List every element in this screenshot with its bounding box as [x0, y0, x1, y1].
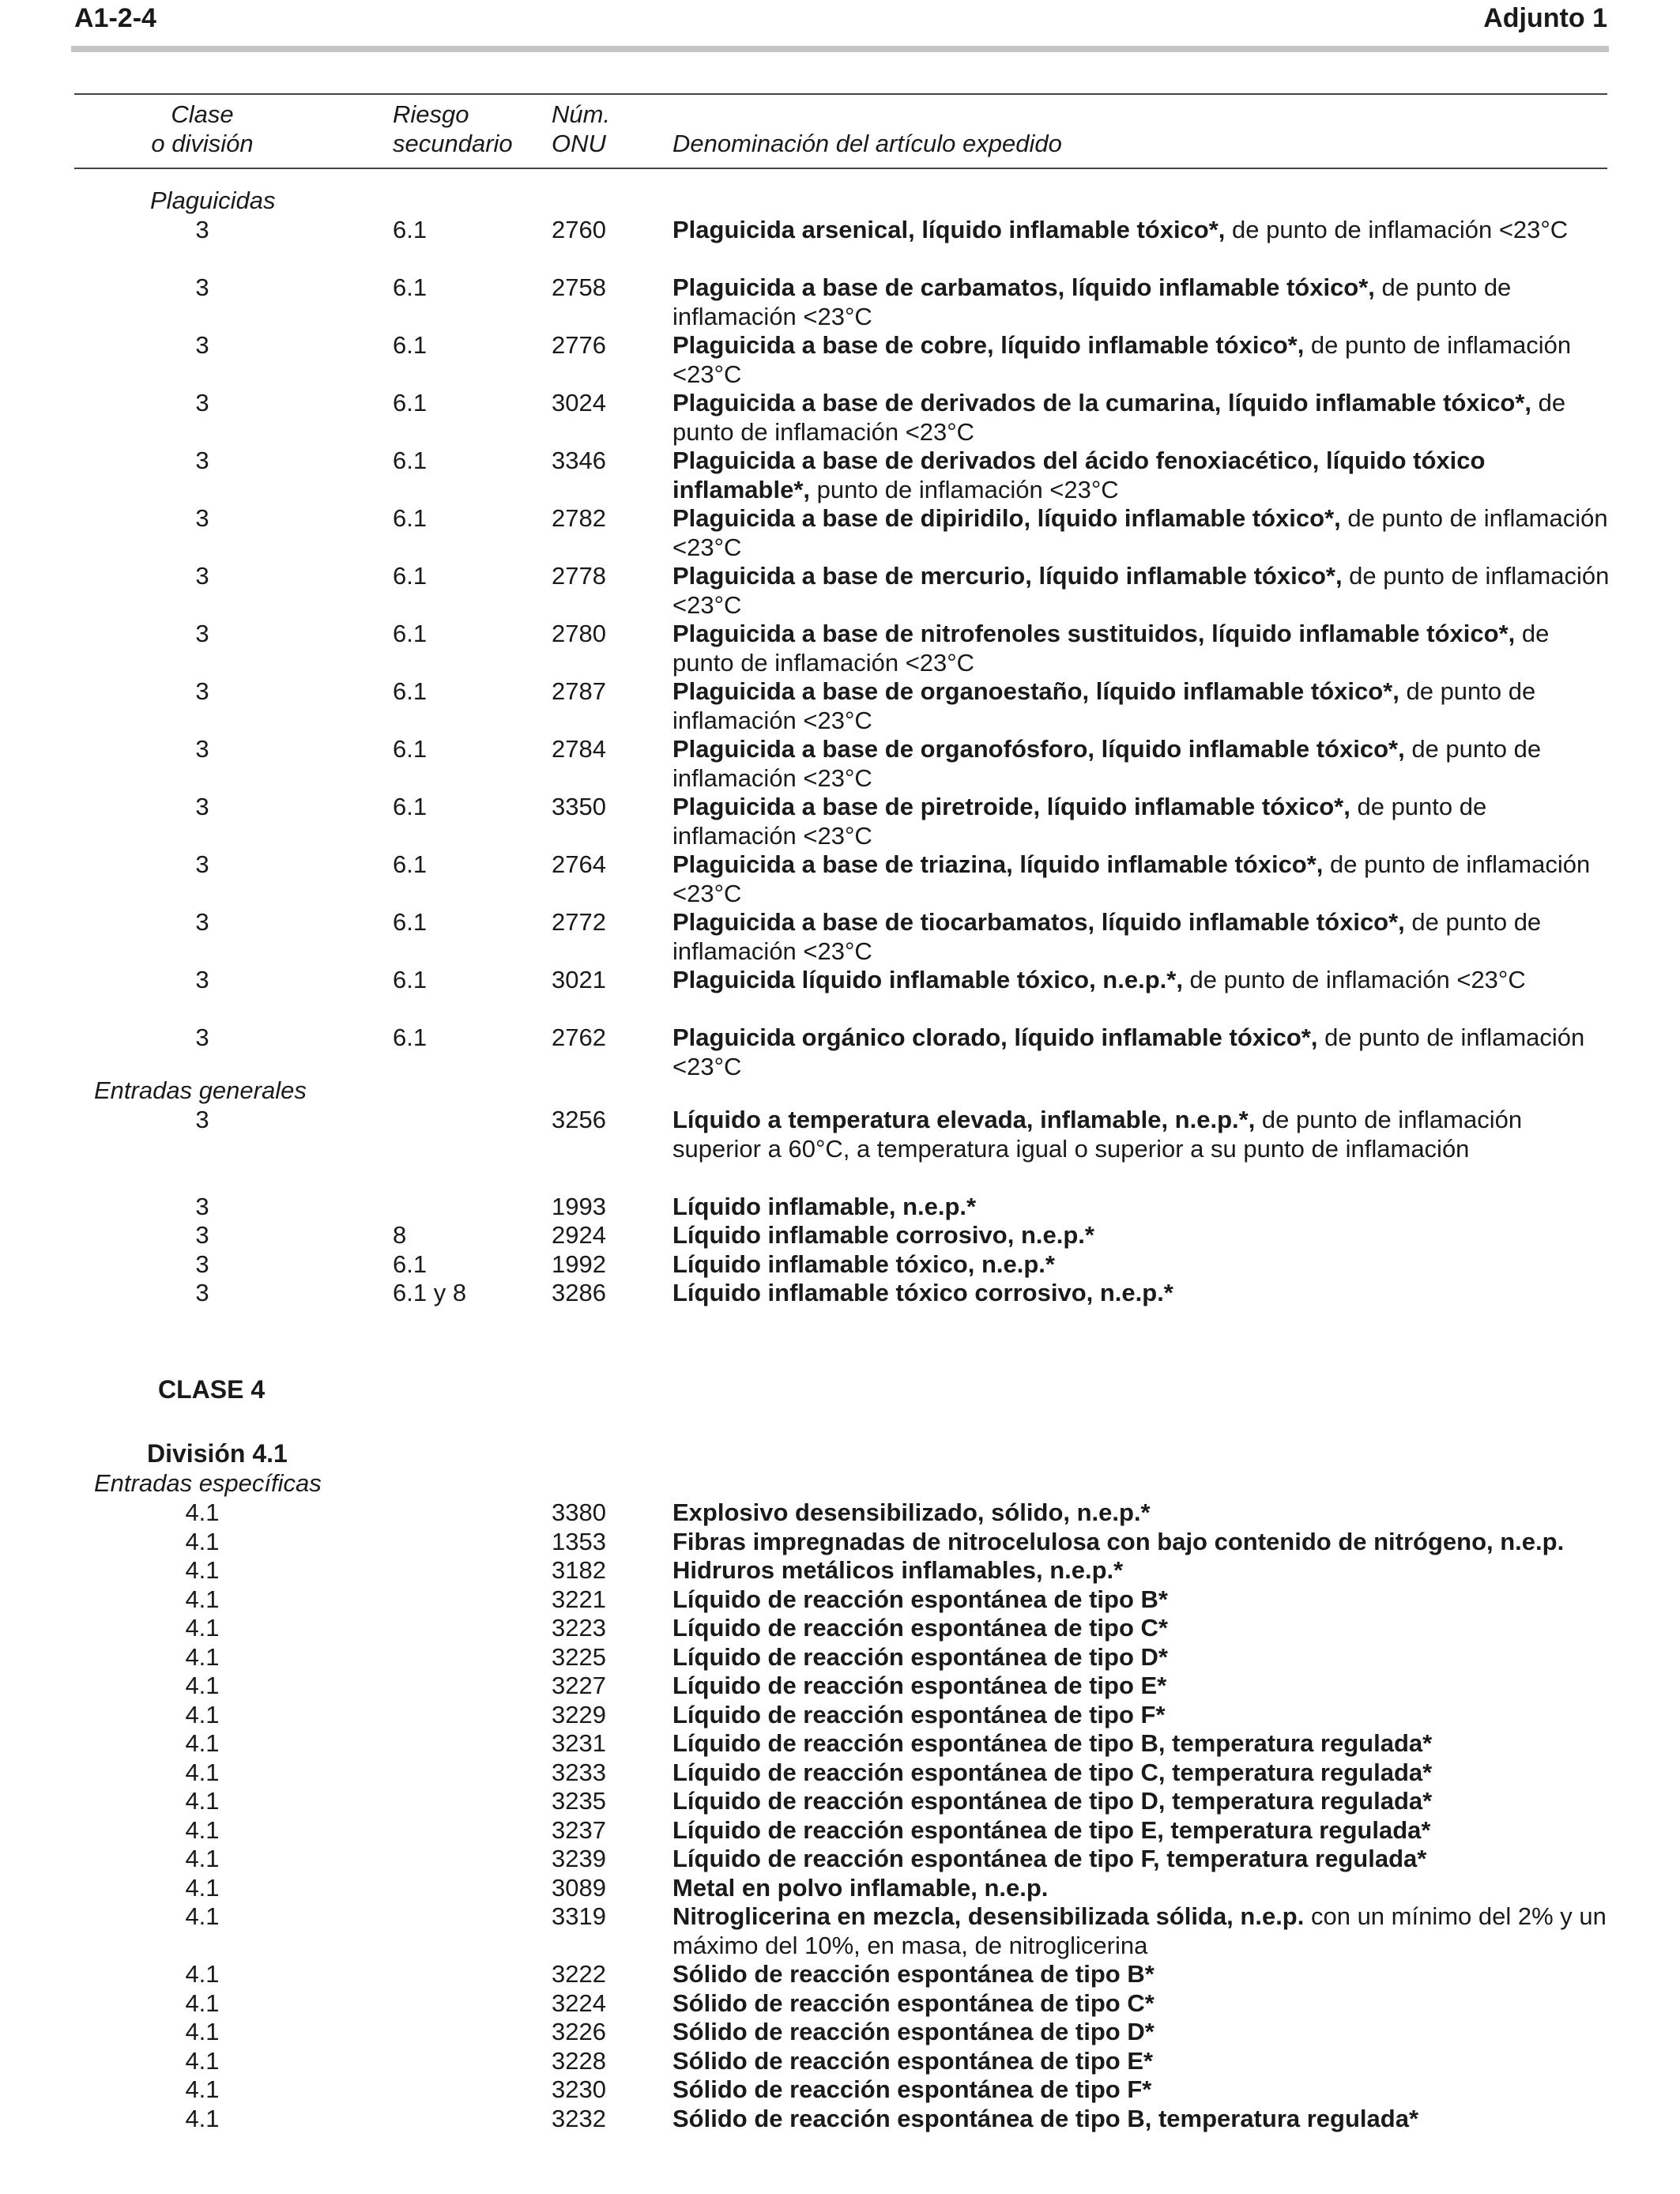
col-header-riesgo-line2: secundario — [393, 130, 513, 157]
cell-num-onu: 3233 — [552, 1758, 606, 1786]
cell-denominacion — [672, 1613, 1610, 1642]
cell-num-onu: 3239 — [552, 1845, 606, 1872]
cell-clase: 3 — [195, 1106, 209, 1133]
denominacion-text: de punto de inflamación <23°C — [672, 389, 1566, 446]
denominacion-bold: Líquido de reacción espontánea de tipo E* — [672, 1672, 1167, 1699]
cell-denominacion — [672, 1786, 1610, 1815]
denominacion-bold: Metal en polvo inflamable, n.e.p. — [672, 1873, 1049, 1902]
cell-riesgo: 6.1 — [393, 562, 428, 590]
cell-denominacion — [672, 388, 1610, 447]
denominacion-bold: Líquido inflamable corrosivo, n.e.p.* — [672, 1221, 1094, 1249]
cell-num-onu: 3222 — [552, 1960, 606, 1988]
cell-clase: 4.1 — [185, 1815, 220, 1844]
denominacion-bold: Líquido a temperatura elevada, inflamable, n.e.p.*, — [672, 1106, 1256, 1133]
cell-denominacion — [672, 2017, 1610, 2046]
denominacion-bold: Explosivo desensibilizado, sólido, n.e.p.* — [672, 1498, 1151, 1526]
cell-denominacion — [672, 2046, 1610, 2075]
cell-denominacion — [672, 1959, 1610, 1989]
cell-clase: 4.1 — [185, 1556, 220, 1584]
cell-denominacion — [672, 561, 1610, 620]
denominacion-bold: Plaguicida a base de cobre, líquido inflamable tóxico*, — [672, 331, 1305, 359]
cell-clase: 3 — [195, 1192, 209, 1220]
denominacion-text: de punto de inflamación superior a 60°C, a temperatura igual o superior a su punto de inflamación — [672, 1106, 1523, 1163]
denominacion-bold: Plaguicida arsenical, líquido inflamable tóxico*, — [672, 216, 1226, 243]
header-rule — [71, 46, 1609, 52]
division-4-1-heading: División 4.1 — [147, 1439, 288, 1468]
denominacion-bold: Sólido de reacción espontánea de tipo E* — [672, 2046, 1154, 2075]
denominacion-bold: Sólido de reacción espontánea de tipo F* — [672, 2075, 1152, 2103]
denominacion-text: de punto de inflamación <23°C — [672, 735, 1542, 792]
cell-clase: 3 — [195, 273, 209, 301]
denominacion-bold: Plaguicida a base de mercurio, líquido inflamable tóxico*, — [672, 562, 1343, 590]
denominacion-bold: Plaguicida líquido inflamable tóxico, n.e.p.*, — [672, 966, 1183, 993]
cell-riesgo: 6.1 — [393, 966, 428, 993]
cell-num-onu: 3237 — [552, 1815, 606, 1844]
cell-riesgo: 6.1 — [393, 273, 428, 301]
cell-denominacion — [672, 1902, 1610, 1960]
cell-riesgo: 8 — [393, 1221, 407, 1249]
cell-num-onu: 2784 — [552, 735, 606, 763]
cell-clase: 3 — [195, 1250, 209, 1278]
denominacion-text: de punto de inflamación <23°C — [1182, 966, 1526, 993]
denominacion-bold: Líquido inflamable, n.e.p.* — [672, 1192, 977, 1220]
cell-denominacion — [672, 1815, 1610, 1845]
denominacion-text: de punto de inflamación <23°C — [672, 273, 1512, 330]
attachment-label: Adjunto 1 — [1483, 3, 1607, 33]
cell-denominacion — [672, 1250, 1610, 1279]
cell-num-onu: 2778 — [552, 562, 606, 590]
denominacion-text: de punto de inflamación <23°C — [672, 850, 1591, 907]
denominacion-text: de punto de inflamación <23°C — [672, 793, 1487, 850]
cell-clase: 4.1 — [185, 2075, 220, 2103]
denominacion-text: de punto de inflamación <23°C — [1225, 216, 1569, 243]
cell-clase: 3 — [195, 389, 209, 417]
denominacion-bold: Plaguicida orgánico clorado, líquido inflamable tóxico*, — [672, 1023, 1318, 1051]
cell-denominacion — [672, 446, 1610, 504]
denominacion-bold: Plaguicida a base de nitrofenoles sustituidos, líquido inflamable tóxico*, — [672, 620, 1516, 647]
denominacion-bold: Sólido de reacción espontánea de tipo B, temperatura regulada* — [672, 2104, 1419, 2132]
cell-num-onu: 2924 — [552, 1221, 606, 1249]
cell-riesgo: 6.1 — [393, 850, 428, 878]
page-number: A1-2-4 — [74, 3, 156, 33]
cell-denominacion — [672, 1555, 1610, 1585]
cell-denominacion — [672, 1498, 1610, 1527]
denominacion-bold: Hidruros metálicos inflamables, n.e.p.* — [672, 1556, 1124, 1584]
cell-denominacion — [672, 1758, 1610, 1787]
cell-num-onu: 1992 — [552, 1250, 606, 1278]
cell-denominacion — [672, 907, 1610, 966]
denominacion-bold: Plaguicida a base de organoestaño, líquido inflamable tóxico*, — [672, 677, 1399, 705]
denominacion-bold: Plaguicida a base de triazina, líquido inflamable tóxico*, — [672, 850, 1324, 878]
cell-riesgo: 6.1 — [393, 1023, 428, 1051]
denominacion-bold: Líquido de reacción espontánea de tipo B, temperatura regulada* — [672, 1729, 1433, 1757]
cell-riesgo: 6.1 — [393, 504, 428, 532]
cell-riesgo: 6.1 y 8 — [393, 1279, 467, 1306]
cell-num-onu: 3380 — [552, 1498, 606, 1526]
cell-clase: 3 — [195, 447, 209, 474]
cell-denominacion — [672, 677, 1610, 735]
denominacion-bold: Líquido de reacción espontánea de tipo B* — [672, 1585, 1168, 1613]
cell-num-onu: 2760 — [552, 216, 606, 243]
cell-denominacion — [672, 850, 1610, 908]
cell-num-onu: 3231 — [552, 1729, 606, 1757]
cell-num-onu: 3227 — [552, 1672, 606, 1699]
cell-riesgo: 6.1 — [393, 447, 428, 474]
denominacion-bold: Sólido de reacción espontánea de tipo C* — [672, 1989, 1155, 2017]
denominacion-text: de punto de inflamación <23°C — [672, 1023, 1585, 1080]
cell-clase: 3 — [195, 1023, 209, 1051]
cell-clase: 3 — [195, 331, 209, 359]
cell-clase: 4.1 — [185, 1787, 220, 1815]
cell-riesgo: 6.1 — [393, 1250, 428, 1278]
cell-clase: 4.1 — [185, 1758, 220, 1786]
cell-riesgo: 6.1 — [393, 793, 428, 820]
cell-num-onu: 3224 — [552, 1989, 606, 2017]
cell-num-onu: 3346 — [552, 447, 606, 474]
cell-denominacion — [672, 619, 1610, 677]
cell-clase: 3 — [195, 1221, 209, 1249]
cell-num-onu: 2782 — [552, 504, 606, 532]
denominacion-bold: Nitroglicerina en mezcla, desensibilizada sólida, n.e.p. — [672, 1902, 1305, 1930]
cell-denominacion — [672, 1989, 1610, 2018]
denominacion-bold: Plaguicida a base de organofósforo, líquido inflamable tóxico*, — [672, 735, 1405, 763]
cell-denominacion — [672, 1023, 1610, 1081]
denominacion-bold: Plaguicida a base de piretroide, líquido inflamable tóxico*, — [672, 793, 1350, 820]
section-plaguicidas: Plaguicidas — [150, 187, 276, 214]
cell-clase: 4.1 — [185, 1845, 220, 1872]
denominacion-bold: Líquido de reacción espontánea de tipo D, temperatura regulada* — [672, 1787, 1433, 1815]
denominacion-bold: Líquido de reacción espontánea de tipo C, temperatura regulada* — [672, 1758, 1433, 1786]
cell-denominacion — [672, 734, 1610, 793]
cell-clase: 4.1 — [185, 2018, 220, 2045]
cell-denominacion — [672, 1844, 1610, 1873]
col-header-clase — [100, 100, 305, 158]
cell-denominacion — [672, 1220, 1610, 1250]
cell-clase: 3 — [195, 793, 209, 820]
denominacion-bold: Plaguicida a base de derivados del ácido fenoxiacético, líquido tóxico inflamable*, — [672, 447, 1486, 503]
col-header-clase-line2: o división — [151, 130, 254, 157]
table-header-rule — [74, 168, 1607, 169]
cell-clase: 4.1 — [185, 1989, 220, 2017]
denominacion-text: de punto de inflamación <23°C — [672, 562, 1610, 619]
cell-riesgo: 6.1 — [393, 677, 428, 705]
denominacion-bold: Fibras impregnadas de nitrocelulosa con bajo contenido de nitrógeno, n.e.p. — [672, 1527, 1565, 1555]
cell-clase: 3 — [195, 735, 209, 763]
cell-clase: 4.1 — [185, 1527, 220, 1555]
cell-denominacion — [672, 1527, 1610, 1556]
cell-num-onu: 3225 — [552, 1642, 606, 1671]
cell-num-onu: 3223 — [552, 1614, 606, 1642]
cell-denominacion — [672, 1873, 1610, 1902]
denominacion-text: de punto de inflamación <23°C — [672, 677, 1536, 734]
col-header-riesgo-line1: Riesgo — [393, 100, 469, 128]
cell-num-onu: 2762 — [552, 1023, 606, 1051]
denominacion-bold: Líquido inflamable tóxico, n.e.p.* — [672, 1250, 1055, 1278]
cell-clase: 3 — [195, 504, 209, 532]
cell-num-onu: 3229 — [552, 1700, 606, 1728]
cell-denominacion — [672, 503, 1610, 562]
cell-num-onu: 3024 — [552, 389, 606, 417]
cell-num-onu: 2758 — [552, 273, 606, 301]
cell-num-onu: 3230 — [552, 2075, 606, 2103]
denominacion-text: de punto de inflamación <23°C — [672, 620, 1550, 677]
cell-clase: 3 — [195, 850, 209, 878]
cell-num-onu: 3286 — [552, 1279, 606, 1306]
cell-denominacion — [672, 965, 1610, 994]
denominacion-bold: Líquido de reacción espontánea de tipo E, temperatura regulada* — [672, 1815, 1431, 1844]
denominacion-bold: Líquido de reacción espontánea de tipo F, temperatura regulada* — [672, 1845, 1427, 1872]
cell-num-onu: 3319 — [552, 1902, 606, 1930]
class-4-heading: CLASE 4 — [158, 1375, 266, 1404]
cell-riesgo: 6.1 — [393, 389, 428, 417]
cell-clase: 4.1 — [185, 1960, 220, 1988]
cell-clase: 3 — [195, 677, 209, 705]
cell-clase: 4.1 — [185, 1642, 220, 1671]
col-header-num-line1: Núm. — [552, 100, 611, 128]
cell-clase: 3 — [195, 1279, 209, 1306]
col-header-clase-line1: Clase — [171, 100, 234, 128]
cell-clase: 4.1 — [185, 2046, 220, 2075]
cell-clase: 4.1 — [185, 1902, 220, 1930]
col-header-num-line2: ONU — [552, 130, 606, 157]
cell-num-onu: 1993 — [552, 1192, 606, 1220]
cell-riesgo: 6.1 — [393, 620, 428, 647]
cell-num-onu: 3232 — [552, 2104, 606, 2132]
cell-denominacion — [672, 215, 1610, 244]
cell-num-onu: 3021 — [552, 966, 606, 993]
cell-num-onu: 2787 — [552, 677, 606, 705]
cell-clase: 4.1 — [185, 1614, 220, 1642]
denominacion-bold: Plaguicida a base de derivados de la cumarina, líquido inflamable tóxico*, — [672, 389, 1532, 417]
cell-num-onu: 3221 — [552, 1585, 606, 1613]
cell-clase: 4.1 — [185, 1672, 220, 1699]
denominacion-bold: Sólido de reacción espontánea de tipo B* — [672, 1960, 1155, 1988]
cell-num-onu: 3089 — [552, 1873, 606, 1902]
denominacion-bold: Sólido de reacción espontánea de tipo D* — [672, 2018, 1155, 2045]
denominacion-text: de punto de inflamación <23°C — [672, 331, 1572, 388]
cell-riesgo: 6.1 — [393, 331, 428, 359]
cell-num-onu: 3235 — [552, 1787, 606, 1815]
denominacion-bold: Plaguicida a base de dipiridilo, líquido inflamable tóxico*, — [672, 504, 1341, 532]
cell-clase: 3 — [195, 216, 209, 243]
cell-denominacion — [672, 792, 1610, 850]
cell-clase: 3 — [195, 620, 209, 647]
cell-denominacion — [672, 1278, 1610, 1307]
col-header-riesgo — [393, 100, 513, 158]
cell-clase: 4.1 — [185, 1498, 220, 1526]
section-entradas-especificas: Entradas específicas — [94, 1469, 322, 1497]
col-header-denominacion: Denominación del artículo expedido — [672, 130, 1062, 157]
cell-denominacion — [672, 1192, 1610, 1221]
denominacion-bold: Líquido inflamable tóxico corrosivo, n.e.p.* — [672, 1279, 1173, 1306]
cell-denominacion — [672, 2104, 1610, 2133]
denominacion-text: con un mínimo del 2% y un máximo del 10%, en masa, de nitroglicerina — [672, 1902, 1607, 1959]
cell-num-onu: 2780 — [552, 620, 606, 647]
cell-clase: 3 — [195, 966, 209, 993]
cell-clase: 4.1 — [185, 1585, 220, 1613]
denominacion-bold: Plaguicida a base de tiocarbamatos, líquido inflamable tóxico*, — [672, 908, 1405, 936]
cell-denominacion — [672, 2075, 1610, 2104]
cell-denominacion — [672, 1700, 1610, 1729]
denominacion-bold: Líquido de reacción espontánea de tipo C* — [672, 1614, 1168, 1642]
table-top-rule — [74, 93, 1607, 95]
cell-clase: 4.1 — [185, 1873, 220, 1902]
cell-denominacion — [672, 1728, 1610, 1758]
cell-denominacion — [672, 1105, 1610, 1163]
denominacion-bold: Líquido de reacción espontánea de tipo D* — [672, 1642, 1168, 1671]
cell-riesgo: 6.1 — [393, 908, 428, 936]
cell-denominacion — [672, 273, 1610, 331]
cell-denominacion — [672, 1642, 1610, 1672]
cell-num-onu: 2764 — [552, 850, 606, 878]
cell-num-onu: 2776 — [552, 331, 606, 359]
cell-num-onu: 2772 — [552, 908, 606, 936]
cell-riesgo: 6.1 — [393, 216, 428, 243]
cell-num-onu: 3350 — [552, 793, 606, 820]
cell-num-onu: 3228 — [552, 2046, 606, 2075]
denominacion-text: de punto de inflamación <23°C — [672, 504, 1608, 561]
denominacion-text: de punto de inflamación <23°C — [672, 908, 1542, 965]
denominacion-bold: Plaguicida a base de carbamatos, líquido inflamable tóxico*, — [672, 273, 1375, 301]
cell-clase: 4.1 — [185, 1729, 220, 1757]
cell-clase: 4.1 — [185, 1700, 220, 1728]
cell-riesgo: 6.1 — [393, 735, 428, 763]
cell-num-onu: 3226 — [552, 2018, 606, 2045]
cell-num-onu: 3182 — [552, 1556, 606, 1584]
cell-num-onu: 1353 — [552, 1527, 606, 1555]
cell-denominacion — [672, 1671, 1610, 1700]
cell-denominacion — [672, 330, 1610, 389]
cell-num-onu: 3256 — [552, 1106, 606, 1133]
cell-denominacion — [672, 1585, 1610, 1614]
denominacion-bold: Líquido de reacción espontánea de tipo F* — [672, 1700, 1166, 1728]
cell-clase: 3 — [195, 562, 209, 590]
col-header-num — [552, 100, 610, 158]
cell-clase: 4.1 — [185, 2104, 220, 2132]
denominacion-text: punto de inflamación <23°C — [810, 476, 1119, 503]
section-entradas-generales: Entradas generales — [94, 1076, 307, 1104]
cell-clase: 3 — [195, 908, 209, 936]
